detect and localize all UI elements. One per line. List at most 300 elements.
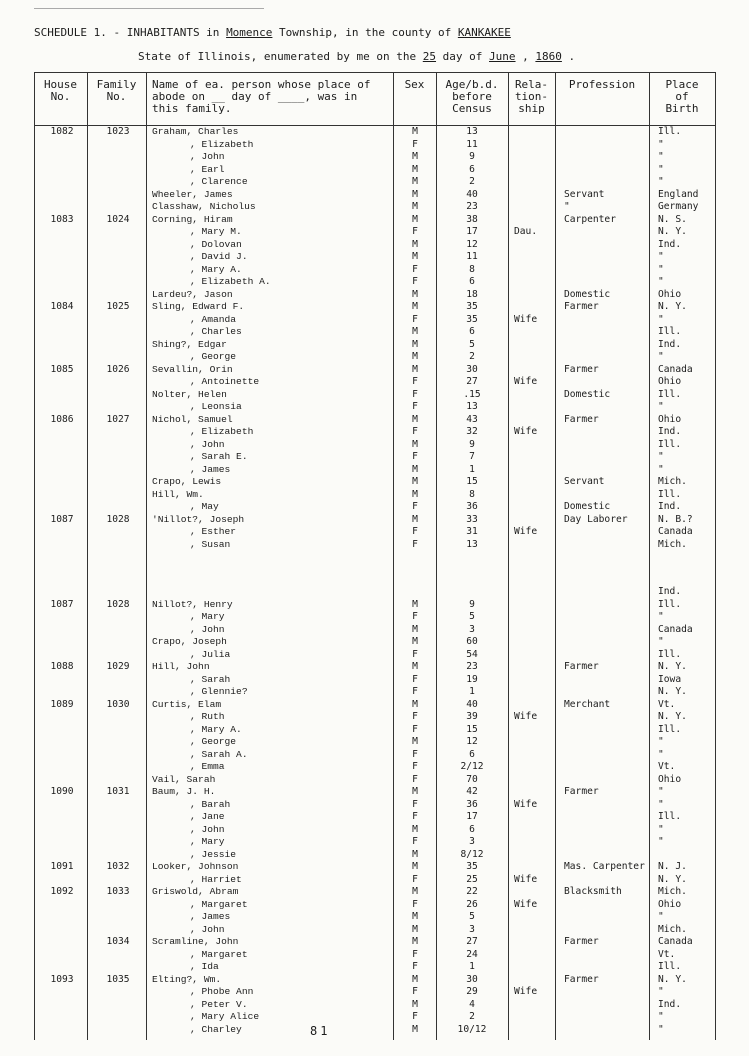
table-top-border (34, 72, 715, 73)
cell-birth: " (658, 451, 664, 462)
cell-age: 70 (466, 773, 478, 785)
cell-house: 1086 (50, 413, 74, 425)
cell-age: 35 (466, 861, 478, 872)
cell-sex: M (412, 973, 418, 985)
cell-birth: " (658, 911, 664, 922)
cell-birth: Canada (658, 623, 693, 635)
cell-age: .15 (463, 388, 481, 400)
cell-name: , Jessie (190, 848, 237, 860)
grid-line-name (393, 72, 394, 1040)
cell-rel: Wife (514, 426, 538, 437)
cell-birth: N. J. (658, 861, 687, 872)
cell-name: , Elizabeth (190, 138, 254, 150)
cell-sex: F (412, 226, 418, 237)
cell-birth: N. Y. (658, 873, 687, 885)
cell-birth: Ohio (658, 898, 682, 910)
cell-name: , Clarence (190, 176, 248, 187)
cell-family: 1033 (106, 886, 130, 897)
cell-age: 5 (469, 611, 475, 622)
cell-birth: " (658, 823, 664, 835)
cell-age: 10/12 (457, 1023, 487, 1035)
cell-name: , Mary Alice (190, 1011, 260, 1022)
cell-sex: M (412, 363, 418, 375)
cell-house: 1093 (50, 973, 74, 985)
cell-birth: England (658, 188, 699, 200)
grid-line-right (715, 72, 716, 1040)
cell-prof: Domestic (564, 501, 611, 512)
cell-prof: Mas. Carpenter (564, 861, 645, 872)
cell-name: , John (190, 823, 225, 835)
cell-age: 9 (469, 598, 475, 610)
cell-name: Sling, Edward F. (152, 301, 245, 312)
cell-name: , Mary A. (190, 723, 242, 735)
column-header-birth: Place of Birth (665, 78, 699, 115)
cell-age: 13 (466, 401, 478, 412)
cell-sex: F (412, 811, 418, 822)
cell-birth: " (658, 798, 664, 810)
cell-birth: " (658, 463, 664, 475)
cell-sex: M (412, 176, 418, 187)
cell-sex: F (412, 748, 418, 760)
cell-prof: Servant (564, 188, 605, 200)
cell-age: 11 (466, 138, 478, 150)
cell-family: 1028 (106, 598, 130, 610)
cell-house: 1090 (50, 786, 74, 797)
cell-sex: M (412, 476, 418, 487)
cell-prof: Domestic (564, 288, 611, 300)
cell-sex: F (412, 276, 418, 287)
cell-name: , George (190, 736, 237, 747)
cell-name: Wheeler, James (152, 188, 233, 200)
cell-birth: Canada (658, 526, 693, 537)
cell-prof: Carpenter (564, 213, 616, 225)
cell-sex: M (412, 151, 418, 162)
cell-age: 13 (466, 126, 478, 137)
cell-age: 1 (469, 961, 475, 972)
cell-name: Sevallin, Orin (152, 363, 233, 375)
cell-sex: M (412, 911, 418, 922)
grid-line-left (34, 72, 35, 1040)
cell-birth: " (658, 313, 664, 325)
cell-age: 27 (466, 376, 478, 387)
cell-sex: M (412, 413, 418, 425)
cell-age: 2 (469, 176, 475, 187)
cell-age: 35 (466, 313, 478, 325)
column-header-sex: Sex (404, 78, 425, 91)
cell-sex: M (412, 288, 418, 300)
day-of-text: day of (442, 50, 483, 63)
enumeration-day: 25 (422, 50, 437, 63)
cell-birth: " (658, 276, 664, 287)
cell-birth: N. Y. (658, 973, 687, 985)
cell-prof: Farmer (564, 413, 599, 425)
cell-sex: M (412, 786, 418, 797)
cell-birth: Mich. (658, 476, 687, 487)
cell-sex: M (412, 661, 418, 672)
cell-age: 18 (466, 288, 478, 300)
cell-prof: Servant (564, 476, 605, 487)
cell-sex: M (412, 823, 418, 835)
schedule-title: SCHEDULE 1. - INHABITANTS in (34, 26, 220, 39)
cell-name: , Emma (190, 761, 225, 772)
column-header-family: Family No. (96, 78, 137, 103)
cell-sex: M (412, 848, 418, 860)
grid-line-sex (436, 72, 437, 1040)
page-number: 81 (310, 1024, 331, 1038)
cell-name: Classhaw, Nicholus (152, 201, 256, 212)
cell-house: 1091 (50, 861, 74, 872)
cell-name: Nichol, Samuel (152, 413, 233, 425)
cell-rel: Dau. (514, 226, 538, 237)
cell-age: 6 (469, 823, 475, 835)
cell-prof: Farmer (564, 301, 599, 312)
cell-name: , John (190, 151, 225, 162)
cell-age: 17 (466, 811, 478, 822)
cell-name: , Susan (190, 538, 231, 550)
cell-birth: " (658, 1023, 664, 1035)
cell-birth: N. Y. (658, 661, 687, 672)
cell-age: 3 (469, 923, 475, 935)
cell-name: , Dolovan (190, 238, 242, 250)
cell-age: 12 (466, 736, 478, 747)
cell-name: , Peter V. (190, 998, 248, 1010)
cell-birth: Ind. (658, 501, 682, 512)
cell-birth: " (658, 748, 664, 760)
cell-birth: Ill. (658, 488, 682, 500)
cell-birth: Ohio (658, 288, 682, 300)
cell-name: , Sarah (190, 673, 231, 685)
cell-birth: Mich. (658, 886, 687, 897)
cell-rel: Wife (514, 798, 538, 810)
cell-age: 60 (466, 636, 478, 647)
cell-age: 15 (466, 723, 478, 735)
cell-birth: Mich. (658, 923, 687, 935)
cell-name: , Julia (190, 648, 231, 660)
cell-rel: Wife (514, 313, 538, 325)
cell-sex: F (412, 798, 418, 810)
cell-birth: Ind. (658, 338, 682, 350)
cell-rel: Wife (514, 526, 538, 537)
cell-name: Elting?, Wm. (152, 973, 222, 985)
cell-name: Vail, Sarah (152, 773, 216, 785)
cell-sex: M (412, 326, 418, 337)
cell-name: , Charley (190, 1023, 242, 1035)
cell-prof: Farmer (564, 661, 599, 672)
cell-birth: Ind. (658, 586, 682, 597)
cell-age: 19 (466, 673, 478, 685)
cell-birth: N. Y. (658, 301, 687, 312)
cell-sex: F (412, 836, 418, 847)
cell-birth: Mich. (658, 538, 687, 550)
cell-age: 30 (466, 363, 478, 375)
cell-sex: M (412, 636, 418, 647)
cell-prof: Merchant (564, 698, 611, 710)
cell-birth: Ill. (658, 598, 682, 610)
cell-birth: " (658, 251, 664, 262)
cell-rel: Wife (514, 898, 538, 910)
cell-birth: Ill. (658, 326, 682, 337)
cell-age: 9 (469, 151, 475, 162)
cell-birth: Canada (658, 936, 693, 947)
county-name: KANKAKEE (457, 26, 511, 39)
cell-name: Crapo, Joseph (152, 636, 227, 647)
cell-name: , John (190, 438, 225, 450)
grid-line-age (508, 72, 509, 1040)
cell-name: Lardeu?, Jason (152, 288, 233, 300)
cell-sex: F (412, 426, 418, 437)
cell-name: , Leonsia (190, 401, 242, 412)
schedule-header-line (34, 26, 511, 39)
cell-name: Hill, Wm. (152, 488, 204, 500)
cell-birth: Ill. (658, 811, 682, 822)
cell-rel: Wife (514, 376, 538, 387)
cell-age: 3 (469, 836, 475, 847)
cell-name: , Charles (190, 326, 242, 337)
cell-name: , Mary A. (190, 263, 242, 275)
cell-name: , Ruth (190, 711, 225, 722)
cell-birth: Ill. (658, 438, 682, 450)
cell-name: , David J. (190, 251, 248, 262)
cell-name: , Glennie? (190, 686, 248, 697)
cell-name: , Harriet (190, 873, 242, 885)
cell-name: , James (190, 463, 231, 475)
enumeration-line: State of Illinois, enumerated by me on the 25 day of June , 1860 . (138, 50, 576, 63)
cell-prof: Day Laborer (564, 513, 628, 525)
cell-birth: Iowa (658, 673, 682, 685)
cell-name: Baum, J. H. (152, 786, 216, 797)
cell-name: Crapo, Lewis (152, 476, 222, 487)
cell-name: , Mary (190, 611, 225, 622)
cell-birth: Ohio (658, 376, 682, 387)
cell-birth: Vt. (658, 698, 676, 710)
cell-birth: N. Y. (658, 226, 687, 237)
grid-line-family (146, 72, 147, 1040)
cell-birth: Ill. (658, 648, 682, 660)
cell-family: 1031 (106, 786, 130, 797)
cell-sex: M (412, 438, 418, 450)
cell-family: 1027 (106, 413, 130, 425)
cell-birth: Ill. (658, 388, 682, 400)
cell-sex: F (412, 451, 418, 462)
cell-sex: M (412, 998, 418, 1010)
cell-name: Shing?, Edgar (152, 338, 227, 350)
cell-age: 5 (469, 911, 475, 922)
cell-name: Scramline, John (152, 936, 239, 947)
cell-name: , Jane (190, 811, 225, 822)
cell-birth: Ind. (658, 998, 682, 1010)
cell-sex: M (412, 188, 418, 200)
cell-sex: F (412, 388, 418, 400)
cell-family: 1026 (106, 363, 130, 375)
cell-sex: F (412, 673, 418, 685)
cell-age: 8/12 (460, 848, 484, 860)
cell-age: 36 (466, 501, 478, 512)
column-header-house: House No. (43, 78, 78, 103)
state-text: State of Illinois, enumerated by me on the (138, 50, 417, 63)
cell-sex: M (412, 301, 418, 312)
cell-age: 25 (466, 873, 478, 885)
cell-sex: M (412, 623, 418, 635)
cell-age: 23 (466, 201, 478, 212)
cell-house: 1087 (50, 513, 74, 525)
cell-name: , Margaret (190, 898, 248, 910)
cell-age: 6 (469, 276, 475, 287)
cell-name: , George (190, 351, 237, 362)
cell-age: 22 (466, 886, 478, 897)
cell-rel: Wife (514, 873, 538, 885)
cell-sex: M (412, 513, 418, 525)
cell-name: Griswold, Abram (152, 886, 239, 897)
cell-age: 6 (469, 163, 475, 175)
cell-birth: Ind. (658, 238, 682, 250)
cell-sex: F (412, 873, 418, 885)
cell-name: Nolter, Helen (152, 388, 227, 400)
cell-birth: " (658, 176, 664, 187)
cell-sex: F (412, 686, 418, 697)
cell-birth: Canada (658, 363, 693, 375)
cell-sex: M (412, 351, 418, 362)
cell-name: Hill, John (152, 661, 210, 672)
cell-birth: Ind. (658, 426, 682, 437)
cell-name: , Sarah E. (190, 451, 248, 462)
column-header-profession: Profession (568, 78, 636, 91)
grid-line-house (87, 72, 88, 1040)
cell-age: 39 (466, 711, 478, 722)
cell-name: , Elizabeth (190, 426, 254, 437)
cell-sex: M (412, 213, 418, 225)
cell-name: , Margaret (190, 948, 248, 960)
cell-birth: " (658, 163, 664, 175)
cell-sex: M (412, 463, 418, 475)
cell-name: , Antoinette (190, 376, 260, 387)
cell-age: 38 (466, 213, 478, 225)
enumeration-month: June (489, 50, 516, 63)
faint-top-rule (34, 8, 264, 9)
cell-house: 1089 (50, 698, 74, 710)
cell-birth: " (658, 263, 664, 275)
cell-age: 8 (469, 488, 475, 500)
cell-age: 35 (466, 301, 478, 312)
cell-age: 2 (469, 1011, 475, 1022)
cell-rel: Wife (514, 986, 538, 997)
cell-age: 6 (469, 748, 475, 760)
cell-sex: F (412, 948, 418, 960)
cell-name: , John (190, 923, 225, 935)
cell-prof: " (564, 201, 570, 212)
cell-age: 8 (469, 263, 475, 275)
cell-sex: M (412, 338, 418, 350)
cell-sex: M (412, 698, 418, 710)
cell-name: Corning, Hiram (152, 213, 233, 225)
cell-family: 1023 (106, 126, 130, 137)
cell-age: 9 (469, 438, 475, 450)
cell-family: 1029 (106, 661, 130, 672)
cell-age: 36 (466, 798, 478, 810)
cell-name: , Earl (190, 163, 225, 175)
cell-family: 1032 (106, 861, 130, 872)
cell-family: 1034 (106, 936, 130, 947)
cell-name: Curtis, Elam (152, 698, 222, 710)
cell-house: 1092 (50, 886, 74, 897)
cell-prof: Farmer (564, 786, 599, 797)
cell-house: 1084 (50, 301, 74, 312)
cell-house: 1087 (50, 598, 74, 610)
cell-sex: F (412, 648, 418, 660)
cell-family: 1030 (106, 698, 130, 710)
cell-house: 1085 (50, 363, 74, 375)
grid-line-profession (649, 72, 650, 1040)
cell-birth: " (658, 736, 664, 747)
cell-age: 33 (466, 513, 478, 525)
cell-family: 1024 (106, 213, 130, 225)
cell-sex: M (412, 861, 418, 872)
cell-age: 11 (466, 251, 478, 262)
enumeration-year: 1860 (535, 50, 562, 63)
cell-age: 4 (469, 998, 475, 1010)
cell-sex: F (412, 961, 418, 972)
cell-sex: F (412, 711, 418, 722)
cell-prof: Farmer (564, 936, 599, 947)
cell-sex: F (412, 263, 418, 275)
cell-birth: Ill. (658, 723, 682, 735)
cell-age: 26 (466, 898, 478, 910)
cell-sex: F (412, 501, 418, 512)
cell-sex: M (412, 923, 418, 935)
cell-family: 1028 (106, 513, 130, 525)
cell-birth: N. Y. (658, 711, 687, 722)
cell-age: 2/12 (460, 761, 484, 772)
cell-prof: Farmer (564, 363, 599, 375)
cell-sex: M (412, 598, 418, 610)
cell-sex: M (412, 736, 418, 747)
cell-sex: F (412, 898, 418, 910)
cell-name: Nillot?, Henry (152, 598, 233, 610)
cell-age: 27 (466, 936, 478, 947)
cell-birth: Ohio (658, 773, 682, 785)
cell-name: , John (190, 623, 225, 635)
township-name: Momence (226, 26, 273, 39)
cell-name: , Amanda (190, 313, 237, 325)
cell-sex: M (412, 238, 418, 250)
cell-age: 24 (466, 948, 478, 960)
cell-family: 1035 (106, 973, 130, 985)
cell-rel: Wife (514, 711, 538, 722)
cell-birth: " (658, 151, 664, 162)
cell-birth: " (658, 138, 664, 150)
cell-sex: M (412, 251, 418, 262)
cell-age: 6 (469, 326, 475, 337)
cell-name: , James (190, 911, 231, 922)
cell-birth: Ill. (658, 961, 682, 972)
cell-name: , Mary (190, 836, 225, 847)
cell-name: 'Nillot?, Joseph (152, 513, 245, 525)
cell-birth: Vt. (658, 761, 676, 772)
cell-sex: F (412, 526, 418, 537)
cell-sex: M (412, 201, 418, 212)
cell-sex: M (412, 936, 418, 947)
cell-sex: F (412, 313, 418, 325)
cell-birth: " (658, 351, 664, 362)
cell-sex: M (412, 886, 418, 897)
column-header-age: Age/b.d. before Census (445, 78, 499, 115)
cell-sex: F (412, 138, 418, 150)
cell-birth: N. B.? (658, 513, 693, 525)
cell-birth: " (658, 1011, 664, 1022)
cell-prof: Domestic (564, 388, 611, 400)
cell-age: 12 (466, 238, 478, 250)
cell-sex: F (412, 611, 418, 622)
cell-age: 5 (469, 338, 475, 350)
